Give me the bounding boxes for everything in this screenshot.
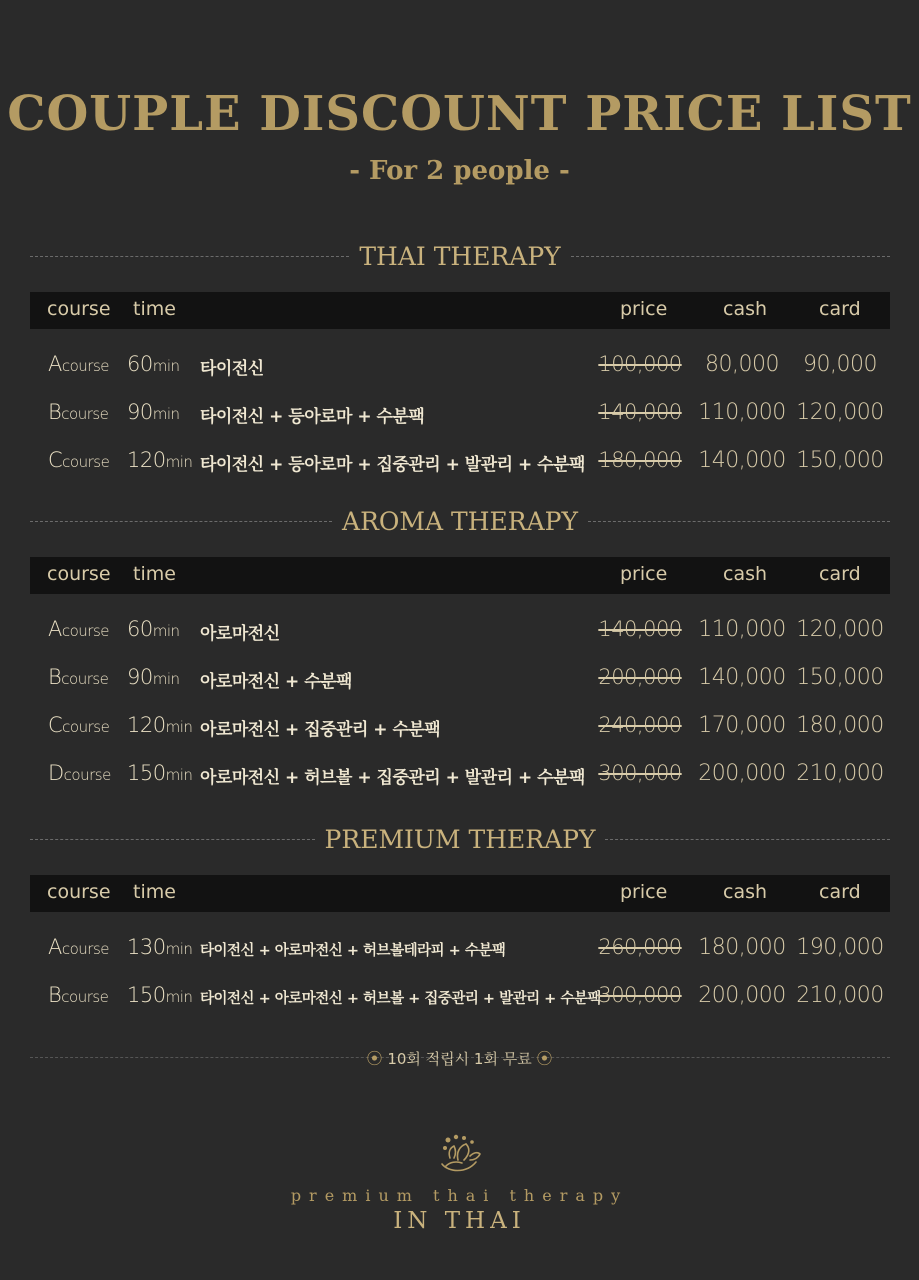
table-header-premium — [30, 875, 890, 912]
table-row — [30, 707, 890, 747]
bullet-icon: ⦿ — [536, 1049, 553, 1068]
card-price-cell: 190,000 — [796, 935, 884, 960]
description-cell: 타이전신 — [200, 359, 264, 379]
table-row — [30, 755, 890, 795]
table-header-thai — [30, 292, 890, 329]
description-cell: 아로마전신 + 수분팩 — [200, 672, 352, 692]
header-cash: cash — [723, 563, 768, 585]
table-row — [30, 394, 890, 434]
header-course: course — [47, 298, 111, 320]
table-row — [30, 977, 890, 1017]
time-cell: 120min — [127, 448, 193, 472]
table-row — [30, 659, 890, 699]
course-cell: Dcourse — [48, 761, 111, 785]
course-cell: Bcourse — [48, 983, 109, 1007]
table-row — [30, 442, 890, 482]
time-cell: 90min — [127, 400, 180, 424]
original-price-cell: 100,000 — [598, 352, 682, 376]
original-price-cell: 180,000 — [598, 448, 682, 472]
section-title-aroma: AROMA THERAPY — [30, 505, 890, 537]
description-cell: 타이전신 + 아로마전신 + 허브볼테라피 + 수분팩 — [200, 943, 506, 959]
cash-price-cell: 180,000 — [698, 935, 786, 960]
time-cell: 60min — [127, 352, 180, 376]
original-price-cell: 140,000 — [598, 400, 682, 424]
card-price-cell: 150,000 — [796, 448, 884, 473]
description-cell: 아로마전신 + 집중관리 + 수분팩 — [200, 720, 441, 740]
card-price-cell: 120,000 — [796, 617, 884, 642]
header-card: card — [819, 563, 861, 585]
card-price-cell: 180,000 — [796, 713, 884, 738]
card-price-cell: 210,000 — [796, 761, 884, 786]
header-course: course — [47, 881, 111, 903]
course-cell: Ccourse — [48, 713, 110, 737]
cash-price-cell: 140,000 — [698, 665, 786, 690]
header-time: time — [133, 881, 176, 903]
course-cell: Acourse — [48, 352, 110, 376]
loyalty-note — [0, 1046, 919, 1069]
header-time: time — [133, 298, 176, 320]
cash-price-cell: 140,000 — [698, 448, 786, 473]
table-row — [30, 929, 890, 969]
header-card: card — [819, 298, 861, 320]
time-cell: 150min — [127, 761, 193, 785]
cash-price-cell: 200,000 — [698, 761, 786, 786]
original-price-cell: 260,000 — [598, 935, 682, 959]
time-cell: 130min — [127, 935, 193, 959]
table-row — [30, 346, 890, 386]
section-title-premium: PREMIUM THERAPY — [30, 823, 890, 855]
brand-name: IN THAI — [393, 1208, 526, 1234]
header-cash: cash — [723, 881, 768, 903]
original-price-cell: 240,000 — [598, 713, 682, 737]
table-row — [30, 611, 890, 651]
brand-tagline: premium thai therapy — [290, 1186, 629, 1205]
cash-price-cell: 80,000 — [705, 352, 779, 377]
original-price-cell: 140,000 — [598, 617, 682, 641]
section-title-thai: THAI THERAPY — [30, 240, 890, 272]
cash-price-cell: 110,000 — [698, 400, 786, 425]
page-title: COUPLE DISCOUNT PRICE LIST — [7, 86, 912, 142]
original-price-cell: 200,000 — [598, 665, 682, 689]
description-cell: 타이전신 + 아로마전신 + 허브볼 + 집중관리 + 발관리 + 수분팩 — [200, 991, 601, 1007]
card-price-cell: 150,000 — [796, 665, 884, 690]
cash-price-cell: 200,000 — [698, 983, 786, 1008]
header-price: price — [620, 298, 668, 320]
card-price-cell: 120,000 — [796, 400, 884, 425]
card-price-cell: 210,000 — [796, 983, 884, 1008]
header-course: course — [47, 563, 111, 585]
description-cell: 타이전신 + 등아로마 + 수분팩 — [200, 407, 425, 427]
description-cell: 아로마전신 + 허브볼 + 집중관리 + 발관리 + 수분팩 — [200, 768, 585, 788]
time-cell: 150min — [127, 983, 193, 1007]
header-card: card — [819, 881, 861, 903]
time-cell: 90min — [127, 665, 180, 689]
course-cell: Ccourse — [48, 448, 110, 472]
time-cell: 120min — [127, 713, 193, 737]
cash-price-cell: 170,000 — [698, 713, 786, 738]
cash-price-cell: 110,000 — [698, 617, 786, 642]
header-cash: cash — [723, 298, 768, 320]
description-cell: 타이전신 + 등아로마 + 집중관리 + 발관리 + 수분팩 — [200, 455, 585, 475]
table-header-aroma — [30, 557, 890, 594]
course-cell: Bcourse — [48, 400, 109, 424]
page-subtitle: - For 2 people - — [349, 156, 570, 186]
lotus-hand-icon — [436, 1132, 482, 1178]
original-price-cell: 300,000 — [598, 983, 682, 1007]
original-price-cell: 300,000 — [598, 761, 682, 785]
header-price: price — [620, 881, 668, 903]
bullet-icon: ⦿ — [366, 1049, 383, 1068]
course-cell: Acourse — [48, 935, 110, 959]
loyalty-note-text: 10회 적립시 1회 무료 — [387, 1050, 532, 1068]
card-price-cell: 90,000 — [803, 352, 877, 377]
description-cell: 아로마전신 — [200, 624, 280, 644]
course-cell: Acourse — [48, 617, 110, 641]
header-price: price — [620, 563, 668, 585]
course-cell: Bcourse — [48, 665, 109, 689]
time-cell: 60min — [127, 617, 180, 641]
header-time: time — [133, 563, 176, 585]
